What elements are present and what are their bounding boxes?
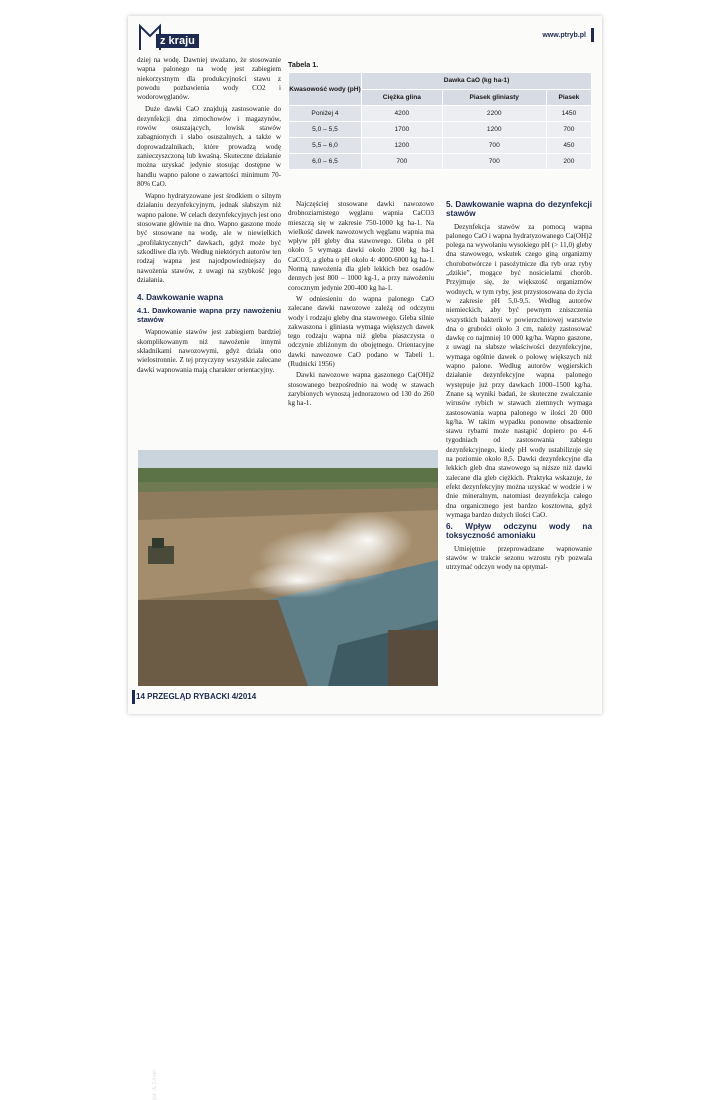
section-heading: 4. Dawkowanie wapna xyxy=(137,293,223,303)
page-footer: 14 PRZEGLĄD RYBACKI 4/2014 xyxy=(136,692,257,701)
section-tag: z kraju xyxy=(156,34,199,48)
table-header-ph: Kwasowość wody (pH) xyxy=(289,73,362,106)
paragraph: Wapnowanie stawów jest zabiegiem bardziej skomplikowanym niż nawożenie innymi składnikami nawozowymi, gdyż działa ono wielostronnie. Z tej przyczyny wszystkie zalecane dawki wapnowania mają charakter orientacyjny. xyxy=(137,328,281,374)
table-title: Tabela 1. xyxy=(288,60,319,69)
header-accent-bar xyxy=(591,28,594,42)
subsection-heading: 4.1. Dawkowanie wapna przy nawożeniu stawów xyxy=(137,306,281,325)
table-cell: 1450 xyxy=(546,106,591,122)
paragraph: Dezynfekcja stawów za pomocą wapna palonego CaO i wapna hydratyzowanego Ca(OH)2 polega na wywołaniu wysokiego pH (> 11,0) gleby dna stawowego, wskutek czego giną organizmy chorobotwórcze i pasożytnicze dla ryb oraz ryby „dzikie”, mogące być nosicielami chorób. Przyjmuje się, że większość organizmów wodnych, w tym ryby, jest przystosowana do życia w zakresie pH 5,0-9,5. Według autorów niemieckich, aby być pewnym zniszczenia wszystkich bakterii w powierzchniowej warstwie dna o grubości około 3 cm, należy zastosować dawkę co najmniej 10 000 kg/ha. Wapno gaszone, z uwagi na słabsze właściwości dezynfekcyjne, wymaga ogólnie dawek o połowę większych niż wapno palone. Według autorów węgierskich działanie dezynfekcyjne wapna palonego występuje już przy dawkach 1000–1500 kg/ha. Znane są wyniki badań, że skuteczne zwalczanie wirusów rybich w stawach ziemnych wymaga zastosowania wapna palonego w ilości 20 000 kg/ha. W takim wypadku ponowne obsadzenie stawu rybami może nastąpić dopiero po 4-6 tygodniach od zastosowania zabiegu dezynfekcyjnego, kiedy pH wody ustabilizuje się na poziomie około 8,5. Dawki dezynfekcyjne dla lekkich gleb dna stawowego są niższe niż dawki zalecane dla gleb ciężkich. Praktyka wskazuje, że efekt dezynfekcyjny można uzyskać w wodzie i w dnie mineralnym, natomiast dezynfekcja całego dna organicznego jest bardzo kosztowna, gdyż wymaga bardzo dużych ilości CaO. xyxy=(446,222,592,519)
table-cell: 4200 xyxy=(362,106,443,122)
table-cell: 200 xyxy=(546,154,591,170)
table-cell: 700 xyxy=(362,154,443,170)
section-heading: 5. Dawkowanie wapna do dezynfekcji stawów xyxy=(446,200,592,219)
table-cell: 700 xyxy=(442,154,546,170)
table-cell: 6,0 – 6,5 xyxy=(289,154,362,170)
table-row xyxy=(289,154,592,170)
paragraph: Umiejętnie przeprowadzane wapnowanie stawów w trakcie sezonu wzrostu ryb pozwala utrzymać odczyn wody na optymal- xyxy=(446,544,592,572)
table-row xyxy=(289,106,592,122)
table-cell: 1200 xyxy=(442,122,546,138)
text-column-3 xyxy=(446,200,592,575)
text-column-2 xyxy=(288,200,434,411)
paragraph: dziej na wodę. Dawniej uważano, że stosowanie wapna palonego na wodę jest zabiegiem niekorzystnym dla produkcyjności stawu z powodu pozbawienia wody CO2 i wodorowęglanów. xyxy=(137,56,281,102)
text-column-1 xyxy=(137,56,281,378)
table-cell: 700 xyxy=(546,122,591,138)
paragraph: Duże dawki CaO znajdują zastosowanie do dezynfekcji dna zimochowów i magazynów, rowów osuszających, lowisk stawów zabagnionych i słabo osuszalnych, a także w doprowadzalnikach, które prowadzą wodę zanieczyszczoną lub kwaśną. Skuteczne działanie można uzyskać jedynie stosując dostępne w handlu wapno palone o zawartości minimum 70-80% CaO. xyxy=(137,105,281,188)
table-col-header: Ciężka glina xyxy=(362,89,443,106)
table-cell: 5,5 – 6,0 xyxy=(289,138,362,154)
table-row xyxy=(289,122,592,138)
table-cell: Poniżej 4 xyxy=(289,106,362,122)
table-col-header: Piasek xyxy=(546,89,591,106)
lime-dose-table xyxy=(288,72,592,170)
section-logo xyxy=(138,22,218,52)
magazine-page xyxy=(128,16,602,1100)
table-cell: 450 xyxy=(546,138,591,154)
table-cell: 1200 xyxy=(362,138,443,154)
paragraph: Dawki nawozowe wapna gaszonego Ca(OH)2 stosowanego bezpośrednio na wodę w stawach zarybionych wynoszą jednorazowo od 130 do 260 kg ha-1. xyxy=(288,371,434,408)
pond-photo-image xyxy=(138,450,438,686)
paragraph: W odniesieniu do wapna palonego CaO zalecane dawki nawozowe zależą od odczynu wody i rodzaju gleby dna stawowego. Gleba silnie zakwaszona i gliniasta wymaga większych dawek tego rodzaju wapna niż gleba piaszczysta o odczynie zbliżonym do obojętnego. Orientacyjne dawki nawozowe CaO podano w Tabeli 1. (Rudnicki 1956) xyxy=(288,294,434,369)
table-row xyxy=(289,138,592,154)
paragraph: Wapno hydratyzowane jest środkiem o silnym działaniu dezynfekcyjnym, jednak słabszym niż wapno palone. W celach dezynfekcyjnych jest ono stosowane głównie na dno. Wapno gaszone może być stosowane na wodę, ale w niewielkich „profilaktycznych” dawkach, gdyż może być szkodliwe dla ryb. Według niektórych autorów ten rodzaj wapna jest najodpowiedniejszy do nawożenia stawów, z uwagi na szybkość jego działania. xyxy=(137,192,281,284)
footer-accent-bar xyxy=(132,690,135,704)
section-heading: 6. Wpływ odczynu wody na toksyczność amoniaku xyxy=(446,522,592,541)
photo-credit: fot. A. Lirski xyxy=(152,1070,158,1100)
table-col-header: Piasek gliniasty xyxy=(442,89,546,106)
table-header-group: Dawka CaO (kg ha-1) xyxy=(362,73,592,90)
site-url: www.ptryb.pl xyxy=(542,32,586,39)
table-cell: 700 xyxy=(442,138,546,154)
table-cell: 1700 xyxy=(362,122,443,138)
table-cell: 5,0 – 5,5 xyxy=(289,122,362,138)
table-cell: 2200 xyxy=(442,106,546,122)
paragraph: Najczęściej stosowane dawki nawozowe drobnoziarnistego węglanu wapnia CaCO3 mieszczą się w zakresie 750-1000 kg ha-1. Na wielkość dawek nawozowych węglanu wapnia ma wpływ pH gleby dna stawowego. Gleba o pH około 5 wymaga dawki około 2000 kg ha-1 CaCO3, a gleba o pH około 4: 4000-6000 kg ha-1. Normą nawożenia dla gleb lekkich bez osadów dennych jest 800 – 1000 kg-1, a przy nawożeniu corocznym jedynie 200-400 kg ha-1. xyxy=(288,200,434,292)
